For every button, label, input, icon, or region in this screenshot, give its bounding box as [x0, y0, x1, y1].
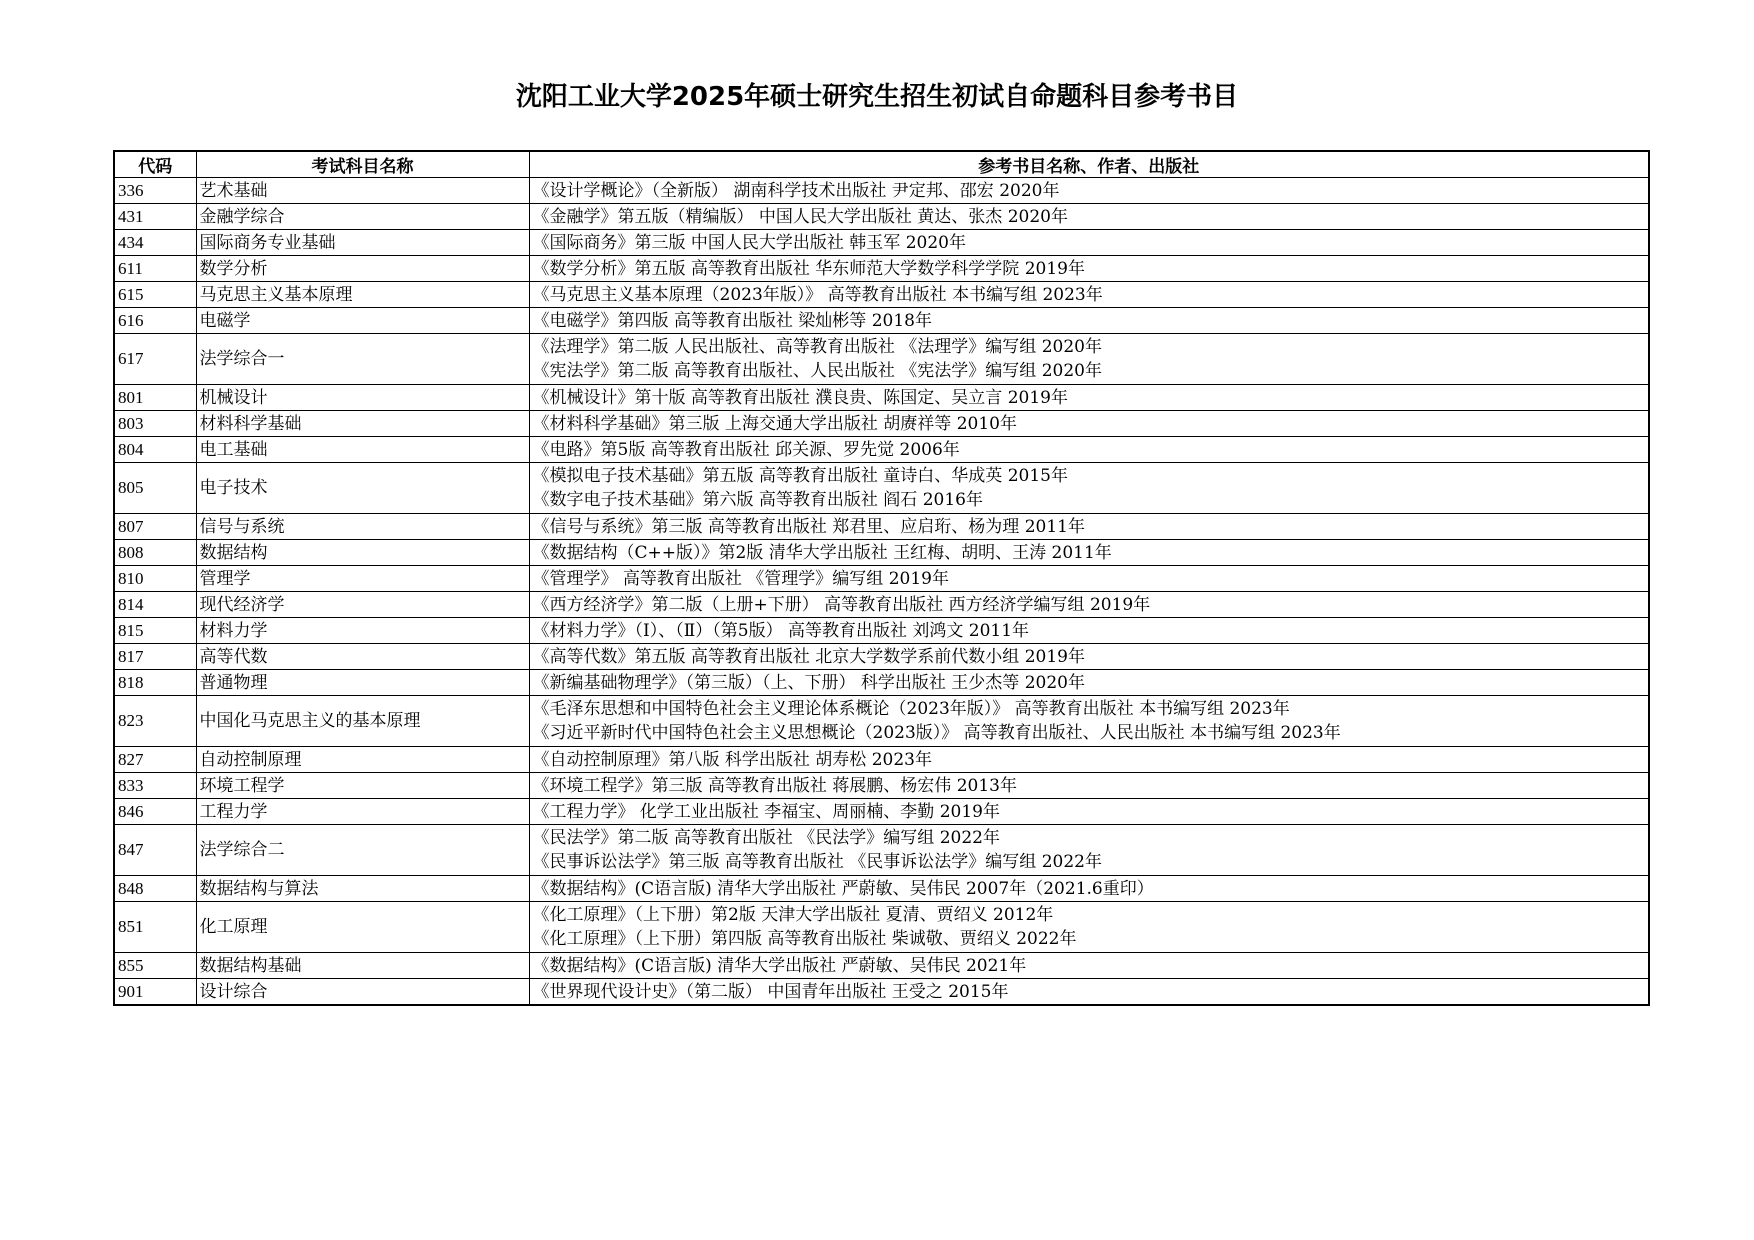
reference-book-entry: 《材料科学基础》第三版 上海交通大学出版社 胡赓祥等 2010年 [532, 413, 1017, 434]
reference-book-entry: 《宪法学》第二版 高等教育出版社、人民出版社 《宪法学》编写组 2020年 [532, 361, 1102, 381]
reference-books [529, 282, 1649, 308]
reference-book-entry: 《自动控制原理》第八版 科学出版社 胡寿松 2023年 [532, 749, 932, 770]
subject-name: 管理学 [196, 566, 529, 592]
table-body [114, 178, 1649, 1006]
reference-book-entry: 《化工原理》（上下册）第2版 天津大学出版社 夏清、贾绍义 2012年 [532, 905, 1054, 925]
table-row [114, 979, 1649, 1006]
subject-code: 336 [114, 178, 196, 204]
subject-code: 434 [114, 230, 196, 256]
reference-book-entry: 《西方经济学》第二版（上册+下册） 高等教育出版社 西方经济学编写组 2019年 [532, 594, 1151, 615]
table-row [114, 178, 1649, 204]
reference-book-entry: 《化工原理》（上下册）第四版 高等教育出版社 柴诚敬、贾绍义 2022年 [532, 929, 1077, 949]
reference-book-entry: 《数据结构》(C语言版) 清华大学出版社 严蔚敏、吴伟民 2021年 [532, 955, 1027, 976]
subject-name: 机械设计 [196, 385, 529, 411]
reference-books [529, 463, 1649, 514]
reference-book-entry: 《工程力学》 化学工业出版社 李福宝、周丽楠、李勤 2019年 [532, 801, 1000, 822]
subject-code: 855 [114, 953, 196, 979]
reference-book-entry: 《信号与系统》第三版 高等教育出版社 郑君里、应启珩、杨为理 2011年 [532, 516, 1085, 537]
subject-name: 化工原理 [196, 902, 529, 953]
reference-books [529, 670, 1649, 696]
table-row [114, 437, 1649, 463]
subject-code: 615 [114, 282, 196, 308]
reference-book-entry: 《电路》第5版 高等教育出版社 邱关源、罗先觉 2006年 [532, 439, 960, 460]
subject-code: 823 [114, 696, 196, 747]
reference-book-entry: 《高等代数》第五版 高等教育出版社 北京大学数学系前代数小组 2019年 [532, 646, 1085, 667]
reference-book-entry: 《习近平新时代中国特色社会主义思想概论（2023版）》 高等教育出版社、人民出版社 本书编写组 2023年 [532, 723, 1341, 743]
table-row [114, 566, 1649, 592]
header-code: 代码 [114, 151, 196, 178]
header-subject: 考试科目名称 [196, 151, 529, 178]
reference-books [529, 773, 1649, 799]
reference-books [529, 592, 1649, 618]
table-row [114, 902, 1649, 953]
reference-book-entry: 《马克思主义基本原理（2023年版）》 高等教育出版社 本书编写组 2023年 [532, 284, 1103, 305]
subject-code: 818 [114, 670, 196, 696]
reference-books [529, 799, 1649, 825]
subject-name: 电工基础 [196, 437, 529, 463]
reference-book-entry: 《材料力学》（Ⅰ）、（Ⅱ）（第5版） 高等教育出版社 刘鸿文 2011年 [532, 620, 1030, 641]
reference-book-entry: 《国际商务》第三版 中国人民大学出版社 韩玉军 2020年 [532, 232, 966, 253]
subject-code: 805 [114, 463, 196, 514]
subject-code: 814 [114, 592, 196, 618]
subject-code: 803 [114, 411, 196, 437]
subject-name: 工程力学 [196, 799, 529, 825]
table-row [114, 592, 1649, 618]
subject-name: 环境工程学 [196, 773, 529, 799]
reference-book-entry: 《设计学概论》（全新版） 湖南科学技术出版社 尹定邦、邵宏 2020年 [532, 180, 1060, 201]
reference-books [529, 953, 1649, 979]
subject-code: 611 [114, 256, 196, 282]
subject-name: 现代经济学 [196, 592, 529, 618]
table-row [114, 876, 1649, 902]
table-row [114, 463, 1649, 514]
reference-books [529, 230, 1649, 256]
reference-books [529, 979, 1649, 1006]
subject-name: 艺术基础 [196, 178, 529, 204]
table-row [114, 644, 1649, 670]
reference-books [529, 696, 1649, 747]
subject-name: 高等代数 [196, 644, 529, 670]
reference-books [529, 825, 1649, 876]
table-row [114, 696, 1649, 747]
subject-name: 普通物理 [196, 670, 529, 696]
subject-name: 设计综合 [196, 979, 529, 1006]
table-row [114, 618, 1649, 644]
reference-book-entry: 《数字电子技术基础》第六版 高等教育出版社 阎石 2016年 [532, 490, 983, 510]
reference-book-entry: 《民法学》第二版 高等教育出版社 《民法学》编写组 2022年 [532, 828, 1000, 848]
table-row [114, 282, 1649, 308]
table-row [114, 308, 1649, 334]
subject-code: 804 [114, 437, 196, 463]
subject-name: 材料力学 [196, 618, 529, 644]
subject-code: 817 [114, 644, 196, 670]
table-row [114, 540, 1649, 566]
reference-book-entry: 《模拟电子技术基础》第五版 高等教育出版社 童诗白、华成英 2015年 [532, 466, 1068, 486]
subject-name: 数据结构与算法 [196, 876, 529, 902]
reference-books [529, 204, 1649, 230]
table-row [114, 799, 1649, 825]
reference-book-entry: 《金融学》第五版（精编版） 中国人民大学出版社 黄达、张杰 2020年 [532, 206, 1068, 227]
subject-code: 851 [114, 902, 196, 953]
subject-name: 法学综合一 [196, 334, 529, 385]
subject-code: 847 [114, 825, 196, 876]
subject-code: 617 [114, 334, 196, 385]
subject-name: 中国化马克思主义的基本原理 [196, 696, 529, 747]
subject-name: 材料科学基础 [196, 411, 529, 437]
subject-name: 数学分析 [196, 256, 529, 282]
subject-code: 808 [114, 540, 196, 566]
table-row [114, 747, 1649, 773]
reference-books [529, 385, 1649, 411]
subject-code: 901 [114, 979, 196, 1006]
reference-book-entry: 《电磁学》第四版 高等教育出版社 梁灿彬等 2018年 [532, 310, 932, 331]
subject-code: 846 [114, 799, 196, 825]
subject-code: 801 [114, 385, 196, 411]
subject-code: 827 [114, 747, 196, 773]
table-row [114, 230, 1649, 256]
reference-books [529, 308, 1649, 334]
header-books: 参考书目名称、作者、出版社 [529, 151, 1649, 178]
subject-name: 电磁学 [196, 308, 529, 334]
reference-books [529, 902, 1649, 953]
reference-books [529, 876, 1649, 902]
subject-name: 数据结构 [196, 540, 529, 566]
subject-name: 国际商务专业基础 [196, 230, 529, 256]
table-row [114, 514, 1649, 540]
reference-book-entry: 《世界现代设计史》（第二版） 中国青年出版社 王受之 2015年 [532, 981, 1009, 1002]
reference-books [529, 747, 1649, 773]
reference-books-table [113, 150, 1650, 1006]
subject-code: 616 [114, 308, 196, 334]
reference-book-entry: 《民事诉讼法学》第三版 高等教育出版社 《民事诉讼法学》编写组 2022年 [532, 852, 1102, 872]
reference-book-entry: 《数据结构（C++版）》第2版 清华大学出版社 王红梅、胡明、王涛 2011年 [532, 542, 1112, 563]
subject-code: 810 [114, 566, 196, 592]
reference-book-entry: 《法理学》第二版 人民出版社、高等教育出版社 《法理学》编写组 2020年 [532, 337, 1102, 357]
reference-book-entry: 《数学分析》第五版 高等教育出版社 华东师范大学数学科学学院 2019年 [532, 258, 1085, 279]
reference-books [529, 644, 1649, 670]
reference-books [529, 618, 1649, 644]
reference-book-entry: 《管理学》 高等教育出版社 《管理学》编写组 2019年 [532, 568, 949, 589]
reference-book-entry: 《毛泽东思想和中国特色社会主义理论体系概论（2023年版）》 高等教育出版社 本书编写组 2023年 [532, 699, 1290, 719]
page-title: 沈阳工业大学2025年硕士研究生招生初试自命题科目参考书目 [515, 82, 1239, 112]
reference-books [529, 334, 1649, 385]
subject-code: 431 [114, 204, 196, 230]
reference-book-entry: 《环境工程学》第三版 高等教育出版社 蒋展鹏、杨宏伟 2013年 [532, 775, 1017, 796]
subject-name: 电子技术 [196, 463, 529, 514]
subject-code: 815 [114, 618, 196, 644]
reference-books [529, 411, 1649, 437]
table-row [114, 334, 1649, 385]
subject-name: 自动控制原理 [196, 747, 529, 773]
subject-code: 848 [114, 876, 196, 902]
reference-book-entry: 《机械设计》第十版 高等教育出版社 濮良贵、陈国定、吴立言 2019年 [532, 387, 1068, 408]
subject-name: 信号与系统 [196, 514, 529, 540]
table-row [114, 385, 1649, 411]
table-row [114, 670, 1649, 696]
reference-books [529, 514, 1649, 540]
table-row [114, 773, 1649, 799]
table-row [114, 256, 1649, 282]
reference-books [529, 566, 1649, 592]
subject-name: 金融学综合 [196, 204, 529, 230]
table-row [114, 953, 1649, 979]
table-row [114, 825, 1649, 876]
reference-books [529, 178, 1649, 204]
table-row [114, 411, 1649, 437]
subject-name: 法学综合二 [196, 825, 529, 876]
subject-code: 807 [114, 514, 196, 540]
table-header-row [114, 151, 1649, 178]
subject-code: 833 [114, 773, 196, 799]
subject-name: 马克思主义基本原理 [196, 282, 529, 308]
reference-books [529, 256, 1649, 282]
reference-book-entry: 《新编基础物理学》（第三版）（上、下册） 科学出版社 王少杰等 2020年 [532, 672, 1085, 693]
reference-books [529, 437, 1649, 463]
reference-books [529, 540, 1649, 566]
table-row [114, 204, 1649, 230]
subject-name: 数据结构基础 [196, 953, 529, 979]
reference-book-entry: 《数据结构》(C语言版) 清华大学出版社 严蔚敏、吴伟民 2007年（2021.6重印） [532, 878, 1154, 899]
